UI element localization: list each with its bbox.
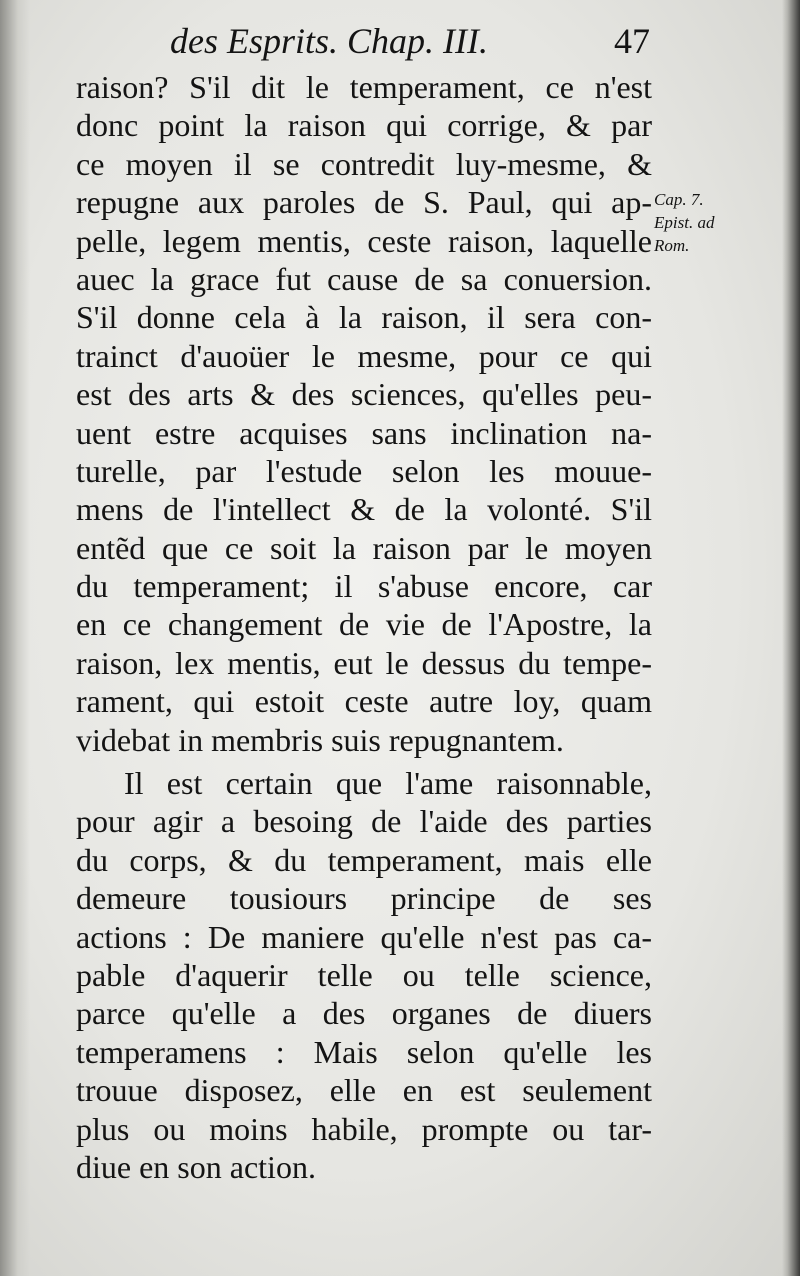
text-line: plus ou moins habile, prompte ou tar- xyxy=(76,1110,652,1147)
page-edge-shadow xyxy=(782,0,800,1276)
text-line: actions : De maniere qu'elle n'est pas ca- xyxy=(76,918,652,955)
text-line: diue en son action. xyxy=(76,1148,316,1185)
body-text xyxy=(76,68,652,1186)
text-line: donc point la raison qui corrige, & par xyxy=(76,107,652,144)
text-line: pelle, legem mentis, ceste raison, laquelle xyxy=(76,222,652,259)
text-line: demeure tousiours principe de ses xyxy=(76,880,652,917)
text-line: raison, lex mentis, eut le dessus du tempe- xyxy=(76,644,652,681)
text-line: trainct d'auoüer le mesme, pour ce qui xyxy=(76,337,652,374)
text-line: Il est certain que l'ame raisonnable, xyxy=(124,765,652,802)
running-header xyxy=(170,18,650,64)
page-number: 47 xyxy=(614,21,650,61)
text-line: turelle, par l'estude selon les mouue- xyxy=(76,452,652,489)
text-line: rament, qui estoit ceste autre loy, quam xyxy=(76,683,652,720)
text-line: pour agir a besoing de l'aide des parties xyxy=(76,803,652,840)
text-line: ce moyen il se contredit luy-mesme, & xyxy=(76,145,652,182)
binding-shadow xyxy=(0,0,30,1276)
text-line: mens de l'intellect & de la volonté. S'il xyxy=(76,491,652,528)
text-line: auec la grace fut cause de sa conuersion. xyxy=(76,260,652,297)
marginal-note xyxy=(654,188,764,257)
text-line: temperamens : Mais selon qu'elle les xyxy=(76,1033,652,1070)
text-line: du corps, & du temperament, mais elle xyxy=(76,841,652,878)
text-line: entẽd que ce soit la raison par le moyen xyxy=(76,529,652,566)
marginal-note-line: Cap. 7. xyxy=(654,190,704,209)
marginal-note-line: Epist. ad xyxy=(654,213,715,232)
marginal-note-line: Rom. xyxy=(654,236,690,255)
text-line: parce qu'elle a des organes de diuers xyxy=(76,995,652,1032)
running-title: des Esprits. Chap. III. xyxy=(170,21,488,61)
text-line: est des arts & des sciences, qu'elles peu- xyxy=(76,376,652,413)
text-line: raison? S'il dit le temperament, ce n'est xyxy=(76,69,652,105)
text-line: S'il donne cela à la raison, il sera con- xyxy=(76,299,652,336)
text-line: du temperament; il s'abuse encore, car xyxy=(76,568,652,605)
text-line: videbat in membris suis repugnantem. xyxy=(76,721,564,758)
text-line: pable d'aquerir telle ou telle science, xyxy=(76,956,652,993)
text-line: trouue disposez, elle en est seulement xyxy=(76,1072,652,1109)
text-line: repugne aux paroles de S. Paul, qui ap- xyxy=(76,184,652,221)
text-line: uent estre acquises sans inclination na- xyxy=(76,414,652,451)
text-line: en ce changement de vie de l'Apostre, la xyxy=(76,606,652,643)
